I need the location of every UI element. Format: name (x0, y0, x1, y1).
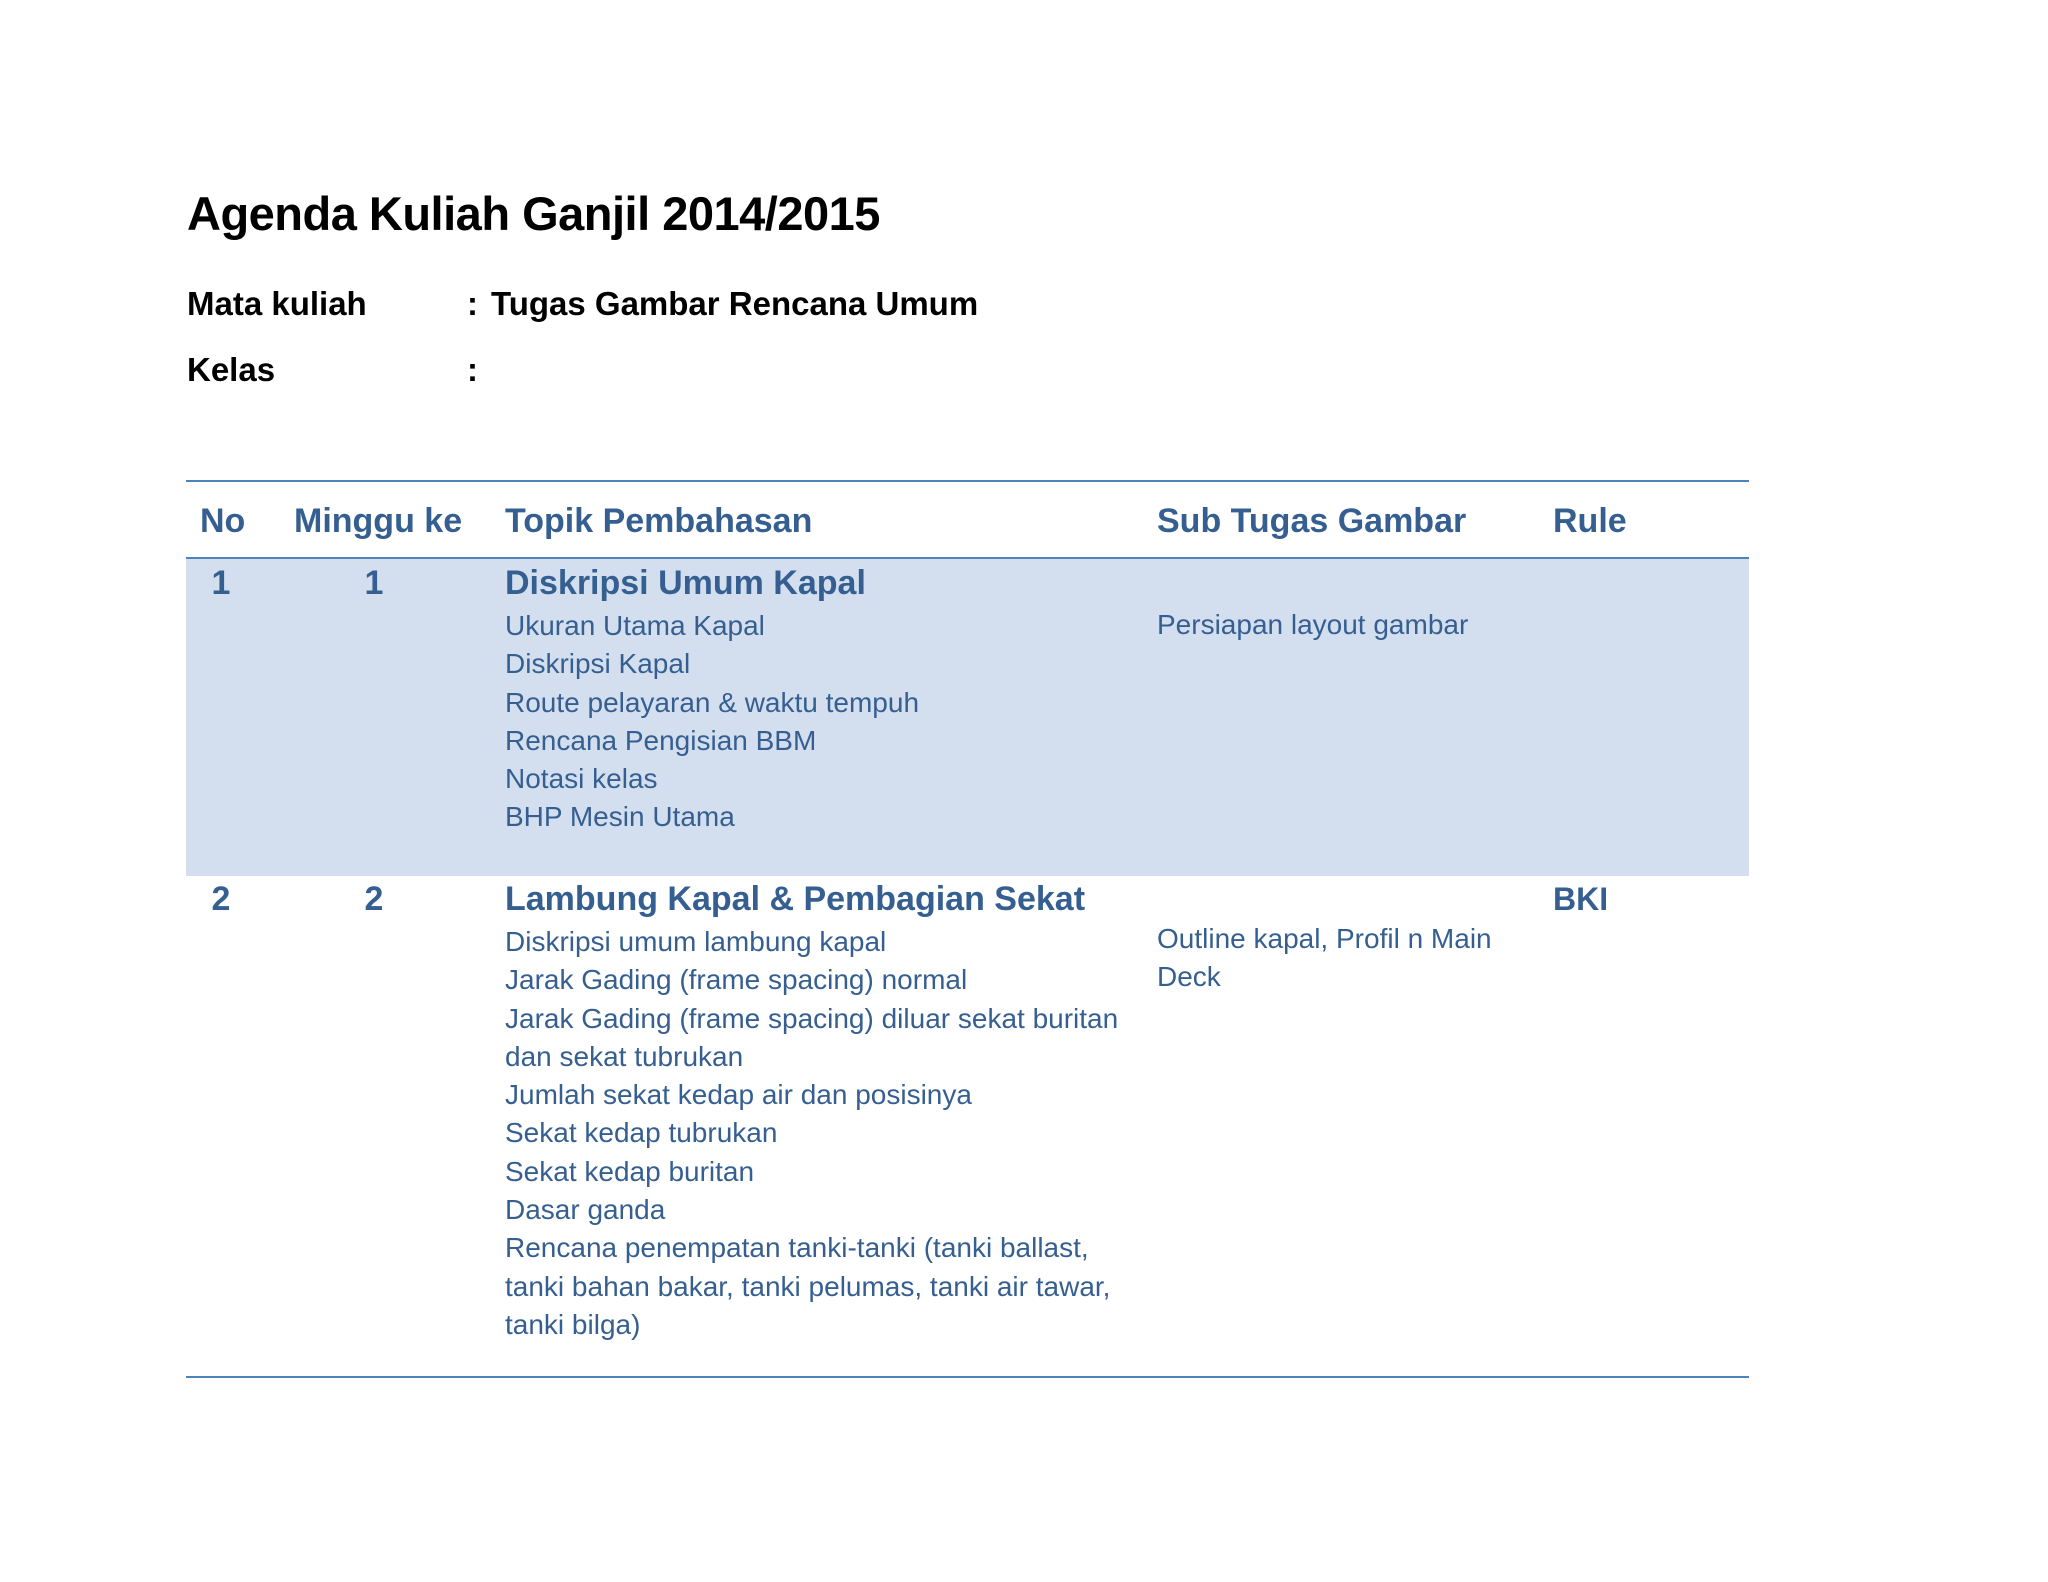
topic-item: Rencana penempatan tanki-tanki (tanki ballast, tanki bahan bakar, tanki pelumas, tanki air tawar, tanki bilga) (505, 1232, 1111, 1340)
row-topic-cell (505, 559, 1145, 837)
class-colon: : (467, 351, 478, 388)
topic-title: Lambung Kapal & Pembagian Sekat (505, 880, 1086, 918)
topic-item: Dasar ganda (505, 1194, 666, 1226)
topic-item: BHP Mesin Utama (505, 801, 735, 833)
row-week: 1 (364, 564, 384, 602)
page-title: Agenda Kuliah Ganjil 2014/2015 (187, 187, 880, 240)
row-number: 2 (211, 880, 231, 918)
row-number: 1 (211, 564, 231, 602)
topic-title: Diskripsi Umum Kapal (505, 564, 866, 602)
course-info-row (187, 284, 978, 324)
column-header-week: Minggu ke (294, 502, 463, 540)
topic-item: Notasi kelas (505, 763, 658, 795)
course-value: Tugas Gambar Rencana Umum (491, 285, 979, 322)
class-label: Kelas (187, 351, 276, 388)
table-bottom-rule (186, 1376, 1749, 1378)
column-header-no: No (200, 502, 246, 540)
topic-item-list (505, 923, 1145, 1344)
topic-item: Sekat kedap buritan (505, 1155, 755, 1187)
topic-item: Jarak Gading (frame spacing) diluar sekat buritan dan sekat tubrukan (505, 1002, 1119, 1072)
topic-item: Jumlah sekat kedap air dan posisinya (505, 1079, 972, 1111)
topic-item: Diskripsi umum lambung kapal (505, 926, 887, 957)
topic-item: Route pelayaran & waktu tempuh (505, 686, 920, 718)
topic-item: Ukuran Utama Kapal (505, 610, 765, 641)
topic-item: Jarak Gading (frame spacing) normal (505, 964, 968, 996)
row-topic-cell (505, 875, 1145, 1344)
column-header-topic: Topik Pembahasan (505, 502, 813, 540)
table-top-rule (186, 480, 1749, 482)
topic-item: Diskripsi Kapal (505, 648, 691, 680)
row-rule: BKI (1553, 881, 1609, 917)
topic-item: Sekat kedap tubrukan (505, 1117, 778, 1149)
topic-item: Rencana Pengisian BBM (505, 724, 817, 756)
topic-item-list (505, 607, 1145, 837)
row-week: 2 (364, 880, 384, 918)
row-sub-task: Persiapan layout gambar (1157, 609, 1469, 640)
course-colon: : (467, 285, 478, 322)
course-label: Mata kuliah (187, 285, 367, 322)
class-info-row (187, 350, 491, 390)
row-sub-task: Outline kapal, Profil n Main Deck (1157, 923, 1492, 993)
column-header-sub-task: Sub Tugas Gambar (1157, 502, 1467, 540)
column-header-rule: Rule (1553, 502, 1627, 540)
table-header-row (0, 496, 2048, 546)
